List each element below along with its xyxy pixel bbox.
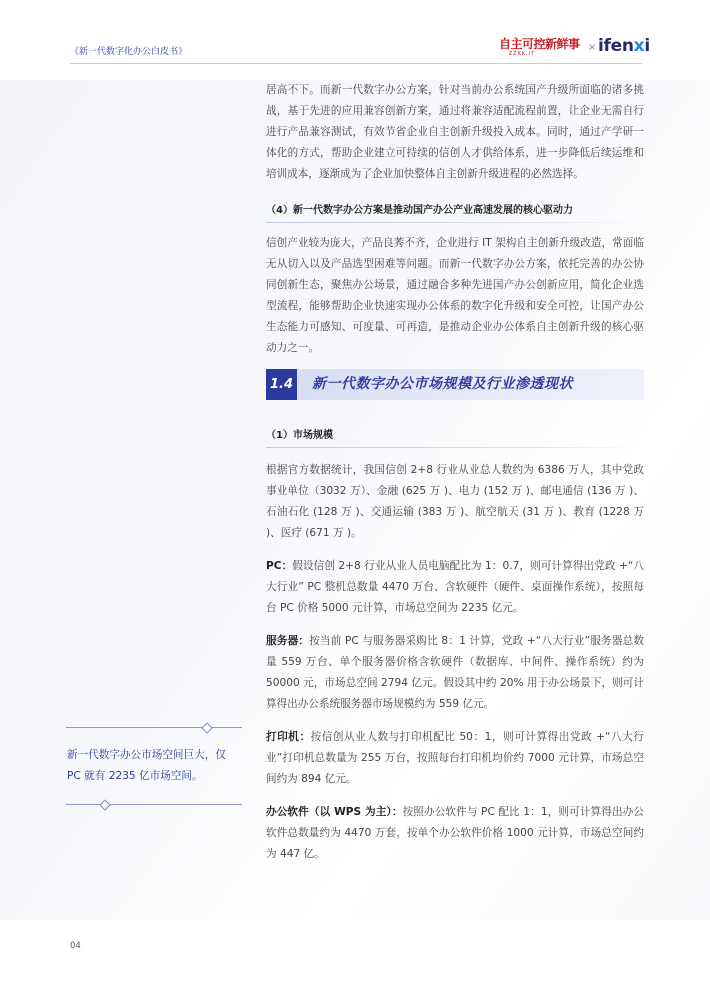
subheading-core-driver: （4）新一代数字办公方案是推动国产办公产业高速发展的核心驱动力 [266,205,573,216]
software-label: 办公软件（以 WPS 为主）： [266,806,403,818]
printer-text: 按信创从业人数与打印机配比 50：1，则可计算得出党政 +“八大行业”打印机总数量为 255 万台，按照每台打印机均价约 7000 元计算，市场总空间约为 894 亿元。 [266,731,644,785]
paragraph-printer [266,727,644,790]
zzkk-logo-subtext: ZZKK.IT [508,51,536,57]
header-doc-title: 《新一代数字化办公白皮书》 [70,47,188,57]
callout-top-rule [66,724,242,731]
zzkk-logo [499,37,580,57]
sidebar-callout [66,724,242,808]
ifenxi-logo [598,36,650,56]
pc-text: 假设信创 2+8 行业从业人员电脑配比为 1：0.7，则可计算得出党政 +“八大行业” PC 整机总数量 4470 万台、含软硬件（硬件、桌面操作系统），按照每台 PC 价格 5000 元计算，市场总空间为 2235 亿元。 [266,560,644,614]
paragraph-market-stats: 根据官方数据统计，我国信创 2+8 行业从业总人数约为 6386 万人，其中党政事业单位（3032 万）、金融 (625 万 )、电力 (152 万 )、邮电通信 (136 万 )、石油石化 (128 万 )、交通运输 (383 万 )、航空航天 (31 万 )、教育 (1228 万 )、医疗 (671 万 )。 [266,464,644,539]
paragraph-pc [266,556,644,619]
callout-bottom-rule [66,801,242,808]
paragraph-server [266,631,644,715]
page-number: 04 [70,941,81,951]
printer-label: 打印机： [266,731,311,743]
diamond-icon [201,722,212,733]
callout-text: 新一代数字办公市场空间巨大，仅 PC 就有 2235 亿市场空间。 [67,749,226,782]
ifenxi-logo-part-a: ifen [598,36,634,56]
paragraph-core-driver: 信创产业较为庞大，产品良莠不齐，企业进行 IT 架构自主创新升级改造，常面临无从切入以及产品选型困难等问题。而新一代数字办公方案，依托完善的办公协同创新生态，聚焦办公场景，通过融合多种先进国产办公创新应用，简化企业选型流程，能够帮助企业快速实现办公体系的数字化升级和安全可控，让国产办公生态能力可感知、可度量、可再造，是推动企业办公体系自主创新升级的核心驱动力之一。 [266,237,644,354]
callout-rule-line [66,804,242,805]
header-divider [70,63,642,64]
paragraph-intro-continued: 居高不下。而新一代数字办公方案，针对当前办公系统国产升级所面临的诸多挑战，基于先进的应用兼容创新方案，通过将兼容适配流程前置，让企业无需自行进行产品兼容测试，有效节省企业自主创新升级投入成本。同时，通过产学研一体化的方式，帮助企业建立可持续的信创人才供给体系，进一步降低后续运维和培训成本，逐渐成为了企业加快整体自主创新升级进程的必然选择。 [266,84,644,180]
pc-label: PC： [266,560,293,572]
callout-rule-line [66,727,242,728]
server-text: 按当前 PC 与服务器采购比 8：1 计算，党政 +“八大行业”服务器总数量 559 万台、单个服务器价格含软硬件（数据库、中间件、操作系统）约为 50000 元，市场总空间 2794 亿元。假设其中约 20% 用于办公场景下，则可计算得出办公系统服务器市场规模约为 559 亿元。 [266,635,644,710]
paragraph-office-software [266,802,644,865]
ifenxi-logo-part-c: i [644,36,650,56]
zzkk-logo-text: 自主可控新鲜事 [499,37,580,51]
section-banner [266,369,644,400]
section-title: 新一代数字办公市场规模及行业渗透现状 [312,376,573,392]
section-number: 1.4 [266,369,297,400]
main-content [266,80,644,865]
subheading-market-size: （1）市场规模 [266,430,333,441]
software-text: 按照办公软件与 PC 配比 1：1，则可计算得出办公软件总数量约为 4470 万套，按单个办公软件价格 1000 元计算，市场总空间约为 447 亿。 [266,806,645,860]
ifenxi-logo-part-b: x [633,36,645,56]
logo-separator: × [588,42,597,53]
server-label: 服务器： [266,635,310,647]
